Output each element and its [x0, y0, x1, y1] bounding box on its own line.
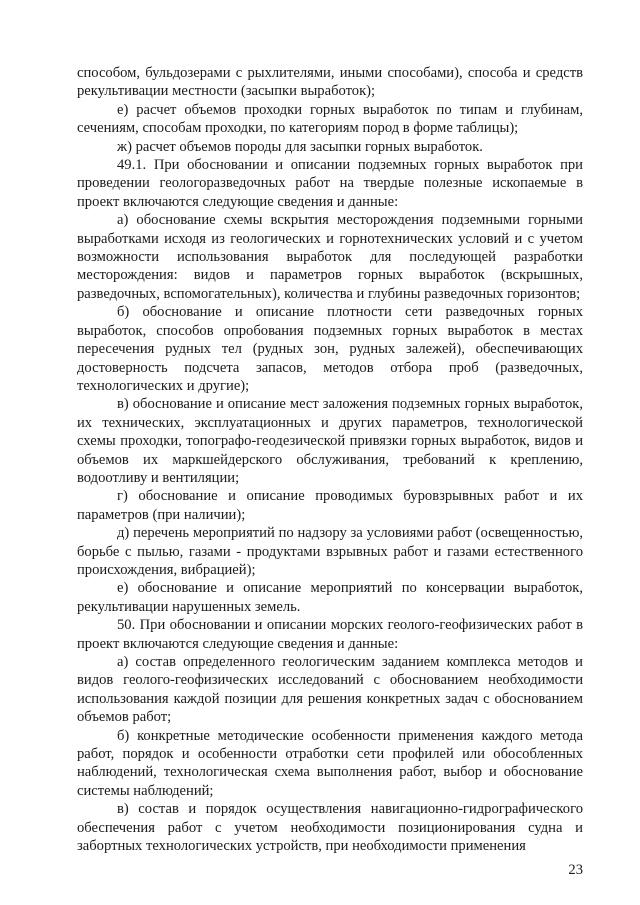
paragraph-49-1: 49.1. При обосновании и описании подземных горных выработок при проведении геологоразведочных работ на твердые полезные ископаемые в проект включаются следующие сведения и данные: — [77, 157, 583, 210]
paragraph-item-e: е) расчет объемов проходки горных выработок по типам и глубинам, сечениям, способам проходки, по категориям пород в форме таблицы); — [77, 101, 583, 137]
page-number: 23 — [568, 862, 583, 878]
paragraph-item-a: а) обоснование схемы вскрытия месторождения подземными горными выработками исходя из геологических и горнотехнических условий и с учетом возможности использования выработок для последующей разработки месторождения: видов и параметров горных выработок (вскрышных, разведочных, вспомогательных), количества и глубины разведочных горизонтов; — [77, 212, 583, 302]
paragraph-50-item-b: б) конкретные методические особенности применения каждого метода работ, порядок и особенности отработки сети профилей или обособленных наблюдений, технологическая схема выполнения работ, выбор и обоснование системы наблюдений; — [77, 727, 583, 799]
paragraph-item-g: г) обоснование и описание проводимых буровзрывных работ и их параметров (при наличии); — [77, 488, 583, 523]
paragraph-item-d: д) перечень мероприятий по надзору за условиями работ (освещенностью, борьбе с пылью, газами - продуктами взрывных работ и газами естественного происхождения, вибрацией); — [77, 525, 583, 578]
paragraph-item-zh: ж) расчет объемов породы для засыпки горных выработок. — [117, 138, 483, 155]
paragraph-item-b: б) обоснование и описание плотности сети разведочных горных выработок, способов опробования подземных горных выработок в местах пересечения рудных тел (рудных зон, рудных залежей), обеспечивающих достоверность подсчета запасов, методов отбора проб (разведочных, технологических и другие); — [77, 304, 583, 394]
paragraph-50-item-v: в) состав и порядок осуществления навигационно-гидрографического обеспечения работ с учетом необходимости позиционирования судна и забортных технологических устройств, при необходимости применения — [77, 801, 583, 855]
paragraph-50: 50. При обосновании и описании морских геолого-геофизических работ в проект включаются следующие сведения и данные: — [77, 617, 583, 652]
paragraph-item-v: в) обоснование и описание мест заложения подземных горных выработок, их технических, эксплуатационных и других параметров, технологической схемы проходки, топографо-геодезической привязки горных выработок, видов и объемов их маркшейдерского обслуживания, требований к креплению, водоотливу и вентиляции; — [77, 396, 583, 486]
paragraph-continuation: способом, бульдозерами с рыхлителями, иными способами), способа и средств рекультивации местности (засыпки выработок); — [77, 65, 583, 100]
paragraph-item-e2: е) обоснование и описание мероприятий по консервации выработок, рекультивации нарушенных земель. — [77, 580, 583, 615]
paragraph-50-item-a: а) состав определенного геологическим заданием комплекса методов и видов геолого-геофизических исследований с обоснованием необходимости использования каждой позиции для решения конкретных задач с обоснованием объемов работ; — [77, 654, 583, 726]
body-text — [77, 64, 583, 855]
